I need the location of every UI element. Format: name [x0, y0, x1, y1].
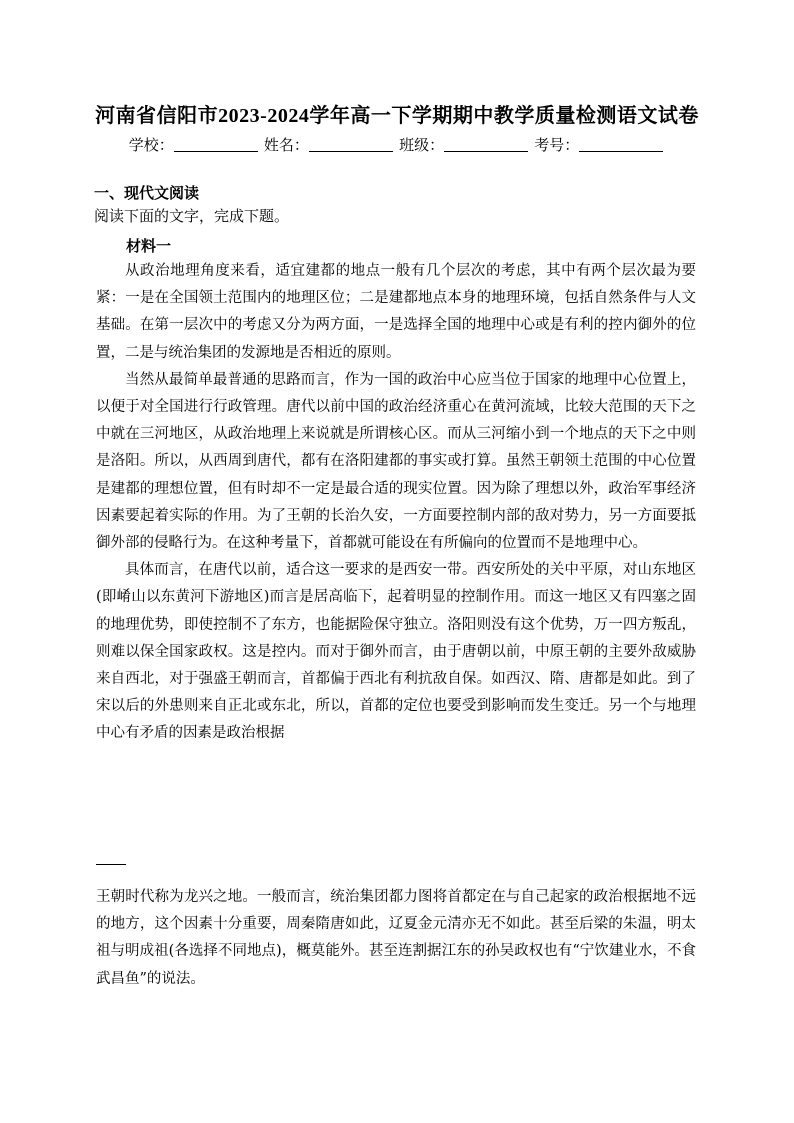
divider-rule	[96, 864, 126, 865]
passage-paragraph-continuation: 王朝时代称为龙兴之地。一般而言，统治集团都力图将首都定在与自己起家的政治根据地不远的地方，这个因素十分重要，周秦隋唐如此，辽夏金元清亦无不如此。甚至后梁的朱温，明太祖与明成祖(各选择不同地点)，概莫能外。甚至连割据江东的孙吴政权也有“宁饮建业水，不食武昌鱼”的说法。	[96, 889, 696, 987]
section-heading: 一、现代文阅读	[94, 185, 200, 202]
exam-title: 河南省信阳市2023-2024学年高一下学期期中教学质量检测语文试卷	[95, 105, 699, 127]
blank-line	[579, 137, 663, 152]
blank-line	[309, 137, 393, 152]
info-label: 班级：	[399, 137, 445, 154]
info-field-name	[264, 134, 395, 155]
passage-paragraph-3: 具体而言，在唐代以前，适合这一要求的是西安一带。西安所处的关中平原，对山东地区(即崤山以东黄河下游地区)而言是居高临下，起着明显的控制作用。而这一地区又有四塞之固的地理优势，即使控制不了东方，也能据险保守独立。洛阳则没有这个优势，万一四方叛乱，则难以保全国家政权。这是控内。而对于御外而言，由于唐朝以前，中原王朝的主要外敌威胁来自西北，对于强盛王朝而言，首都偏于西北有利抗敌自保。如西汉、隋、唐都是如此。到了宋以后的外患则来自正北或东北，所以，首都的定位也要受到影响而发生变迁。另一个与地理中心有矛盾的因素是政治根据	[96, 562, 696, 742]
info-field-exam-number	[534, 134, 665, 155]
passage-paragraph-2: 当然从最简单最普通的思路而言，作为一国的政治中心应当位于国家的地理中心位置上，以便于对全国进行行政管理。唐代以前中国的政治经济重心在黄河流域，比较大范围的天下之中就在三河地区，从政治地理上来说就是所谓核心区。而从三河缩小到一个地点的天下之中则是洛阳。所以，从西周到唐代，都有在洛阳建都的事实或打算。虽然王朝领土范围的中心位置是建都的理想位置，但有时却不一定是最合适的现实位置。因为除了理想以外，政治军事经济因素要起着实际的作用。为了王朝的长治久安，一方面要控制内部的敌对势力，另一方面要抵御外部的侵略行为。在这种考量下，首都就可能设在有所偏向的位置而不是地理中心。	[96, 371, 696, 552]
info-field-school	[129, 134, 260, 155]
student-info-line	[0, 134, 794, 155]
passage-continuation	[96, 884, 696, 1024]
passage-paragraph-1: 从政治地理角度来看，适宜建都的地点一般有几个层次的考虑，其中有两个层次最为要紧：一是在全国领土范围内的地理区位；二是建都地点本身的地理环境，包括自然条件与人文基础。在第一层次中的考虑又分为两方面，一是选择全国的地理中心或是有利的控内御外的位置，二是与统治集团的发源地是否相近的原则。	[96, 263, 696, 361]
info-label: 学校：	[128, 137, 174, 154]
passage-body	[96, 258, 696, 858]
instruction-text: 阅读下面的文字，完成下题。	[94, 208, 290, 225]
info-label: 姓名：	[263, 137, 309, 154]
blank-line	[174, 137, 258, 152]
info-label: 考号：	[534, 137, 580, 154]
info-field-class	[399, 134, 530, 155]
material-label: 材料一	[126, 239, 172, 255]
blank-line	[444, 137, 528, 152]
